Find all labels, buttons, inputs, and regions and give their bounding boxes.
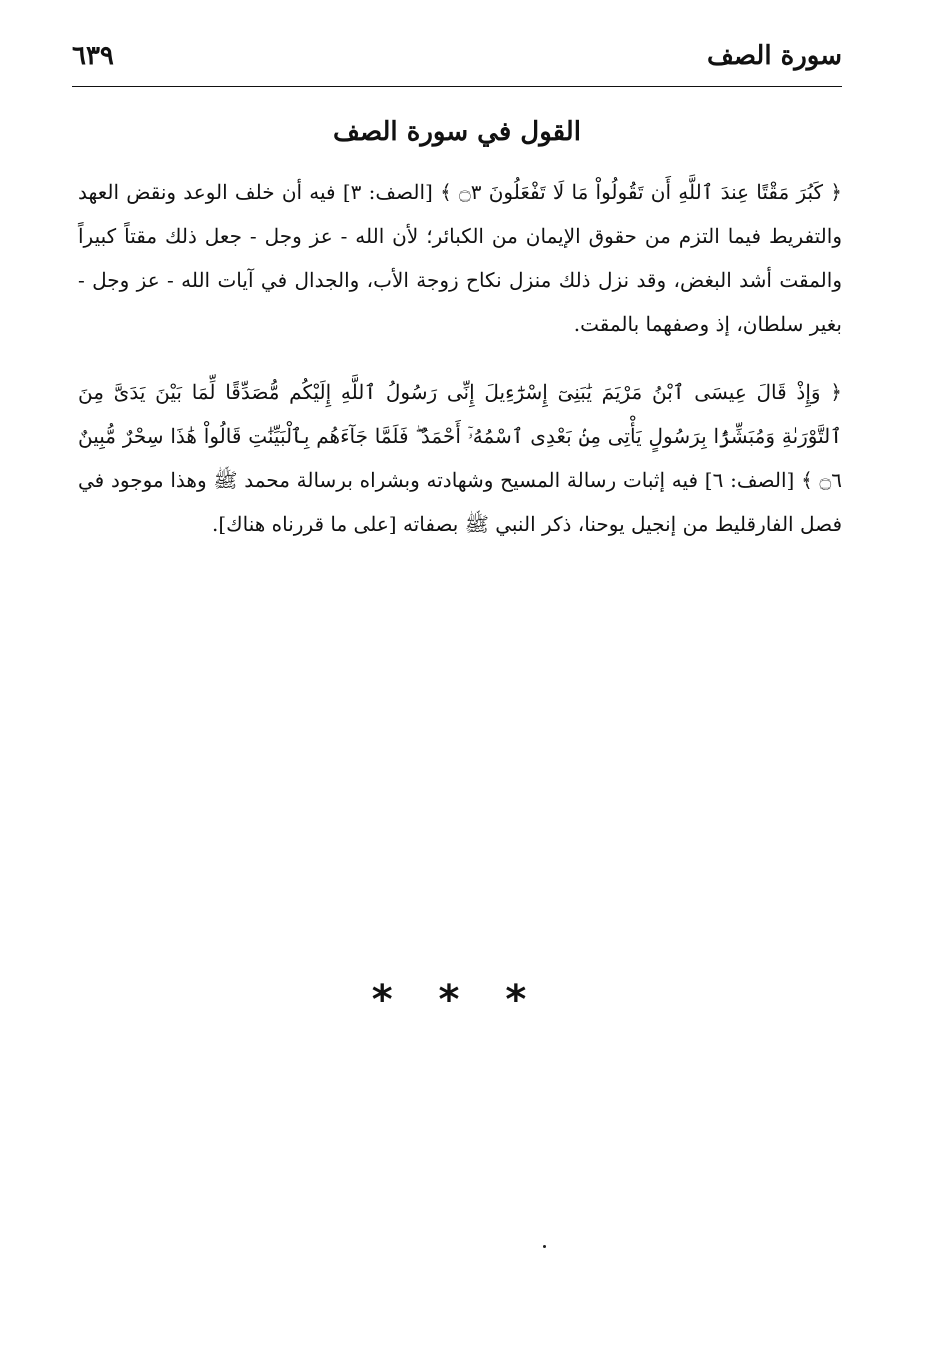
page-number: ٦٣٩: [72, 41, 114, 71]
section-heading: القول في سورة الصف: [333, 117, 581, 147]
header-divider: [72, 86, 842, 87]
running-header: [72, 36, 842, 76]
paragraph-verse-6: ﴿ وَإِذْ قَالَ عِيسَى ٱبْنُ مَرْيَمَ يَٰبَنِىٓ إِسْرَٰٓءِيلَ إِنِّى رَسُولُ ٱللَّهِ إِلَيْكُم مُّصَدِّقًا لِّمَا بَيْنَ يَدَىَّ مِنَ ٱلتَّوْرَىٰةِ وَمُبَشِّرًۢا بِرَسُولٍ يَأْتِى مِنۢ بَعْدِى ٱسْمُهُۥٓ أَحْمَدُ ۖ فَلَمَّا جَآءَهُم بِٱلْبَيِّنَٰتِ قَالُواْ هَٰذَا سِحْرٌ مُّبِينٌ ۝٦ ﴾ [الصف: ٦] فيه إثبات رسالة المسيح وشهادته وبشراه برسالة محمد ﷺ وهذا موجود في فصل الفارقليط من إنجيل يوحنا، ذكر النبي ﷺ بصفاته [على ما قررناه هناك].: [78, 380, 842, 536]
scan-speck: [543, 1245, 546, 1248]
paragraph-verse-3: ﴿ كَبُرَ مَقْتًا عِندَ ٱللَّهِ أَن تَقُولُواْ مَا لَا تَفْعَلُونَ ۝٣ ﴾ [الصف: ٣] فيه أن خلف الوعد ونقض العهد والتفريط فيما التزم من حقوق الإيمان من الكبائر؛ لأن الله - عز وجل - جعل ذلك مقتاً كبيراً والمقت أشد البغض، وقد نزل ذلك منزل نكاح زوجة الأب، والجدال في آيات الله - عز وجل - بغير سلطان، إذ وصفهما بالمقت.: [78, 180, 842, 336]
section-end-ornament: * * *: [371, 977, 543, 1023]
running-header-surah-title: سورة الصف: [706, 41, 842, 71]
